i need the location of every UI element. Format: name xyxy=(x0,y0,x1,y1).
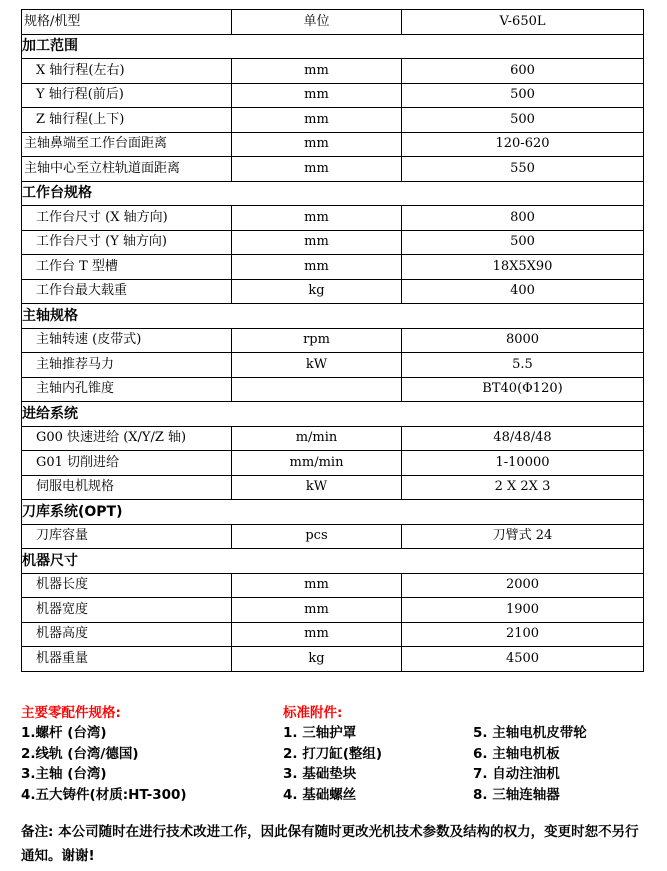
section-title: 进给系统 xyxy=(22,402,644,427)
spec-row xyxy=(22,426,644,451)
spec-name: 工作台尺寸 (Y 轴方向) xyxy=(22,230,232,255)
spec-table xyxy=(21,9,644,672)
spec-value: BT40(Φ120) xyxy=(402,377,644,402)
spec-value: 5.5 xyxy=(402,353,644,378)
spec-row xyxy=(22,255,644,280)
spec-name: 刀库容量 xyxy=(22,524,232,549)
spec-name: 机器高度 xyxy=(22,622,232,647)
spec-value: 500 xyxy=(402,230,644,255)
accessory-item: 4. 基础螺丝 xyxy=(283,786,357,803)
header-unit: 单位 xyxy=(232,10,402,35)
section-title: 加工范围 xyxy=(22,34,644,59)
spec-value: 600 xyxy=(402,59,644,84)
accessory-item: 3. 基础垫块 xyxy=(283,766,357,782)
spec-name: 机器长度 xyxy=(22,573,232,598)
spec-value: 120-620 xyxy=(402,132,644,157)
spec-unit xyxy=(232,377,402,402)
spec-value: 500 xyxy=(402,83,644,108)
spec-row xyxy=(22,230,644,255)
spec-name: 工作台尺寸 (X 轴方向) xyxy=(22,206,232,231)
accessory-item: 8. 三轴连轴器 xyxy=(473,786,560,803)
spec-name: 伺服电机规格 xyxy=(22,475,232,500)
spec-value: 2 X 2X 3 xyxy=(402,475,644,500)
spec-name: G00 快速进给 (X/Y/Z 轴) xyxy=(22,426,232,451)
spec-unit: mm xyxy=(232,598,402,623)
spec-value: 2100 xyxy=(402,622,644,647)
main-parts-title: 主要零配件规格: xyxy=(21,705,121,721)
spec-name: 主轴转速 (皮带式) xyxy=(22,328,232,353)
spec-unit: kW xyxy=(232,475,402,500)
spec-table-body xyxy=(22,10,644,672)
spec-row xyxy=(22,598,644,623)
spec-row xyxy=(22,83,644,108)
spec-row xyxy=(22,475,644,500)
accessories-list-2 xyxy=(473,723,587,805)
parts-block xyxy=(21,703,651,803)
section-title: 工作台规格 xyxy=(22,181,644,206)
section-row xyxy=(22,34,644,59)
main-part-item: 3.主轴 (台湾) xyxy=(21,766,107,782)
spec-row xyxy=(22,647,644,672)
spec-unit: kg xyxy=(232,647,402,672)
section-title: 机器尺寸 xyxy=(22,549,644,574)
spec-name: 机器宽度 xyxy=(22,598,232,623)
spec-value: 4500 xyxy=(402,647,644,672)
spec-name: G01 切削进给 xyxy=(22,451,232,476)
spec-name: 工作台 T 型槽 xyxy=(22,255,232,280)
spec-value: 1-10000 xyxy=(402,451,644,476)
spec-unit: mm xyxy=(232,83,402,108)
spec-unit: mm xyxy=(232,255,402,280)
spec-row xyxy=(22,573,644,598)
main-part-item: 2.线轨 (台湾/德国) xyxy=(21,745,139,762)
spec-name: 主轴中心至立柱轨道面距离 xyxy=(22,157,232,182)
header-spec: 规格/机型 xyxy=(22,10,232,35)
spec-unit: mm xyxy=(232,132,402,157)
accessories-list-1 xyxy=(283,703,382,805)
section-row xyxy=(22,181,644,206)
spec-value: 18X5X90 xyxy=(402,255,644,280)
spec-value: 1900 xyxy=(402,598,644,623)
spec-unit: mm xyxy=(232,157,402,182)
main-part-item: 1.螺杆 (台湾) xyxy=(21,725,107,741)
spec-row xyxy=(22,59,644,84)
spec-value: 550 xyxy=(402,157,644,182)
spec-row xyxy=(22,328,644,353)
spec-row xyxy=(22,279,644,304)
remark-note: 备注: 本公司随时在进行技术改进工作，因此保有随时更改光机技术参数及结构的权力，变更时恕不另行通知。谢谢! xyxy=(21,824,639,864)
spec-value: 400 xyxy=(402,279,644,304)
spec-row xyxy=(22,132,644,157)
spec-unit: mm xyxy=(232,108,402,133)
spec-row xyxy=(22,353,644,378)
accessory-item: 5. 主轴电机皮带轮 xyxy=(473,725,587,741)
spec-value: 48/48/48 xyxy=(402,426,644,451)
spec-unit: rpm xyxy=(232,328,402,353)
spec-name: 机器重量 xyxy=(22,647,232,672)
section-row xyxy=(22,500,644,525)
main-parts-list xyxy=(21,703,187,805)
spec-unit: pcs xyxy=(232,524,402,549)
spec-name: 主轴鼻端至工作台面距离 xyxy=(22,132,232,157)
spec-value: 800 xyxy=(402,206,644,231)
spec-row xyxy=(22,157,644,182)
main-part-item: 4.五大铸件(材质:HT-300) xyxy=(21,786,187,803)
accessory-item: 1. 三轴护罩 xyxy=(283,725,357,741)
section-row xyxy=(22,304,644,329)
spec-value: 2000 xyxy=(402,573,644,598)
spec-unit: mm xyxy=(232,230,402,255)
spec-row xyxy=(22,206,644,231)
accessory-item: 2. 打刀缸(整组) xyxy=(283,745,383,762)
spec-unit: mm xyxy=(232,206,402,231)
section-row xyxy=(22,549,644,574)
spec-name: 工作台最大载重 xyxy=(22,279,232,304)
section-title: 主轴规格 xyxy=(22,304,644,329)
spec-name: Y 轴行程(前后) xyxy=(22,83,232,108)
spec-name: X 轴行程(左右) xyxy=(22,59,232,84)
spec-row xyxy=(22,451,644,476)
section-row xyxy=(22,402,644,427)
spec-name: 主轴内孔锥度 xyxy=(22,377,232,402)
spec-unit: m/min xyxy=(232,426,402,451)
spec-row xyxy=(22,108,644,133)
spec-row xyxy=(22,622,644,647)
spec-unit: mm xyxy=(232,573,402,598)
spec-value: 8000 xyxy=(402,328,644,353)
accessory-item: 7. 自动注油机 xyxy=(473,766,560,782)
spec-unit: mm xyxy=(232,59,402,84)
spec-unit: mm xyxy=(232,622,402,647)
header-model: V-650L xyxy=(402,10,644,35)
spec-row xyxy=(22,524,644,549)
accessories-title: 标准附件: xyxy=(283,705,343,721)
spec-name: 主轴推荐马力 xyxy=(22,353,232,378)
spec-unit: mm/min xyxy=(232,451,402,476)
spec-value: 刀臂式 24 xyxy=(402,524,644,549)
spec-name: Z 轴行程(上下) xyxy=(22,108,232,133)
spec-row xyxy=(22,377,644,402)
accessory-item: 6. 主轴电机板 xyxy=(473,745,560,762)
section-title: 刀库系统(OPT) xyxy=(22,500,644,525)
spec-value: 500 xyxy=(402,108,644,133)
spec-unit: kW xyxy=(232,353,402,378)
header-row xyxy=(22,10,644,35)
spec-unit: kg xyxy=(232,279,402,304)
